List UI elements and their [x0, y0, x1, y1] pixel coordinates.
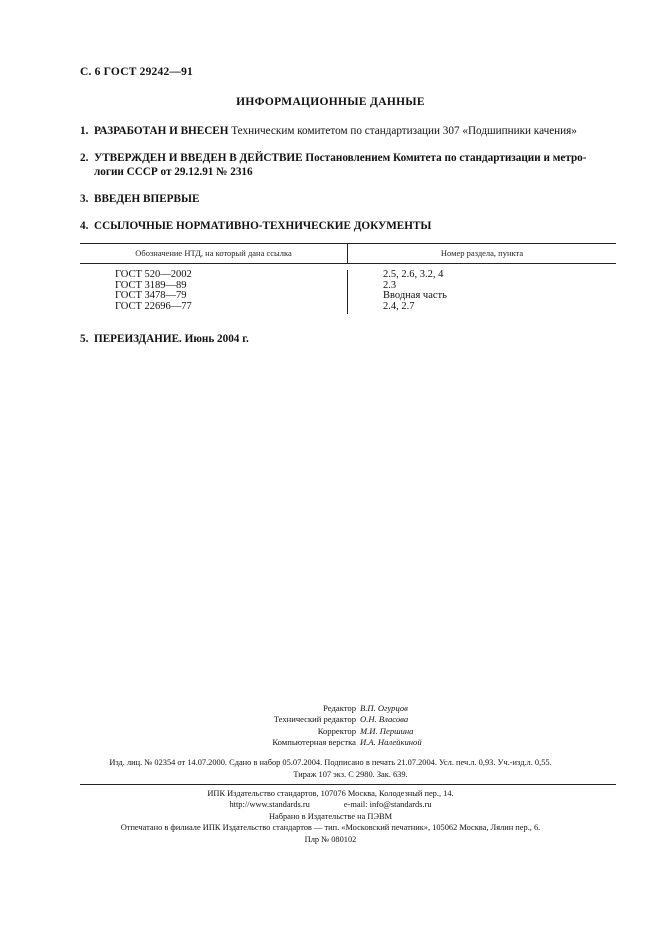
credit-role: Компьютерная верстка	[272, 736, 356, 747]
table-cell: 2.3	[383, 279, 397, 291]
section-heading: УТВЕРЖДЕН И ВВЕДЕН В ДЕЙСТВИЕ	[94, 152, 303, 164]
reference-table	[80, 243, 616, 314]
document-title: ИНФОРМАЦИОННЫЕ ДАННЫЕ	[236, 96, 425, 108]
credits-block	[0, 703, 661, 748]
credit-line	[0, 714, 661, 725]
credit-role: Технический редактор	[273, 714, 356, 725]
credit-person: М.И. Першина	[360, 725, 414, 736]
section-reissue	[80, 332, 620, 346]
section-reference-documents	[80, 219, 620, 233]
credit-role: Редактор	[323, 703, 356, 713]
credit-person: В.П. Огурцов	[360, 703, 408, 713]
table-cell: 2.4, 2.7	[383, 300, 415, 312]
table-column-sections	[348, 270, 616, 314]
credit-person: И.А. Налейкиной	[360, 736, 422, 747]
page-header: С. 6 ГОСТ 29242—91	[80, 66, 193, 78]
credit-line	[0, 703, 661, 714]
printer-line: Набрано в Издательстве на ПЭВМ	[268, 811, 393, 821]
section-text: Постановлением Комитета по стандартизации и метро-	[302, 152, 587, 164]
section-heading: ССЫЛОЧНЫЕ НОРМАТИВНО-ТЕХНИЧЕСКИЕ ДОКУМЕНТЫ	[94, 220, 432, 232]
publication-line: Изд. лиц. № 02354 от 14.07.2000. Сдано в набор 05.07.2004. Подписано в печать 21.07.2004. Усл. печ.л. 0,93. Уч.-изд.л. 0,55.	[109, 758, 552, 767]
section-first-introduced	[80, 192, 620, 206]
table-column-documents	[80, 270, 348, 314]
email-link[interactable]: e-mail: info@standards.ru	[343, 800, 432, 810]
table-cell: ГОСТ 3189—89	[115, 279, 187, 291]
section-number: 4.	[80, 220, 89, 232]
credit-role: Корректор	[317, 725, 356, 736]
website-link[interactable]: http://www.standards.ru	[229, 800, 310, 810]
section-heading: ПЕРЕИЗДАНИЕ. Июнь 2004 г.	[94, 333, 249, 345]
section-heading: РАЗРАБОТАН И ВНЕСЕН	[94, 125, 229, 137]
printer-line: ИПК Издательство стандартов, 107076 Москва, Колодезный пер., 14.	[207, 789, 454, 798]
credit-person: О.Н. Власова	[360, 714, 409, 725]
table-cell: ГОСТ 3478—79	[115, 290, 187, 301]
divider	[80, 784, 616, 785]
table-cell: ГОСТ 520—2002	[115, 269, 192, 280]
publication-line: Тираж 107 экз. С 2980. Зак. 639.	[293, 769, 408, 779]
section-text: Техническим комитетом по стандартизации 307 «Подшипники качения»	[228, 125, 577, 137]
table-header-cell: Обозначение НТД, на который дана ссылка	[80, 244, 348, 263]
printer-info	[0, 788, 661, 845]
section-heading: ВВЕДЕН ВПЕРВЫЕ	[94, 193, 200, 205]
table-cell: ГОСТ 22696—77	[115, 300, 192, 312]
table-header-row	[80, 244, 616, 264]
table-cell: Вводная часть	[383, 290, 447, 301]
printer-line: Плр № 080102	[304, 834, 357, 844]
table-body	[80, 264, 616, 314]
printer-line: Отпечатано в филиале ИПК Издательство стандартов — тип. «Московский печатник», 105062 Москва, Лялин пер., 6.	[120, 823, 541, 833]
section-number: 3.	[80, 193, 89, 205]
credit-line	[0, 737, 661, 748]
publication-info	[0, 757, 661, 780]
credit-line	[0, 726, 661, 737]
section-text-continued: логии СССР от 29.12.91 № 2316	[94, 166, 253, 178]
section-number: 2.	[80, 152, 89, 164]
section-developed	[80, 124, 620, 138]
printer-contacts	[0, 799, 661, 810]
section-number: 5.	[80, 333, 89, 345]
section-approved	[80, 151, 620, 179]
table-cell: 2.5, 2.6, 3.2, 4	[383, 269, 444, 280]
table-header-cell: Номер раздела, пункта	[440, 248, 524, 258]
section-number: 1.	[80, 125, 89, 137]
